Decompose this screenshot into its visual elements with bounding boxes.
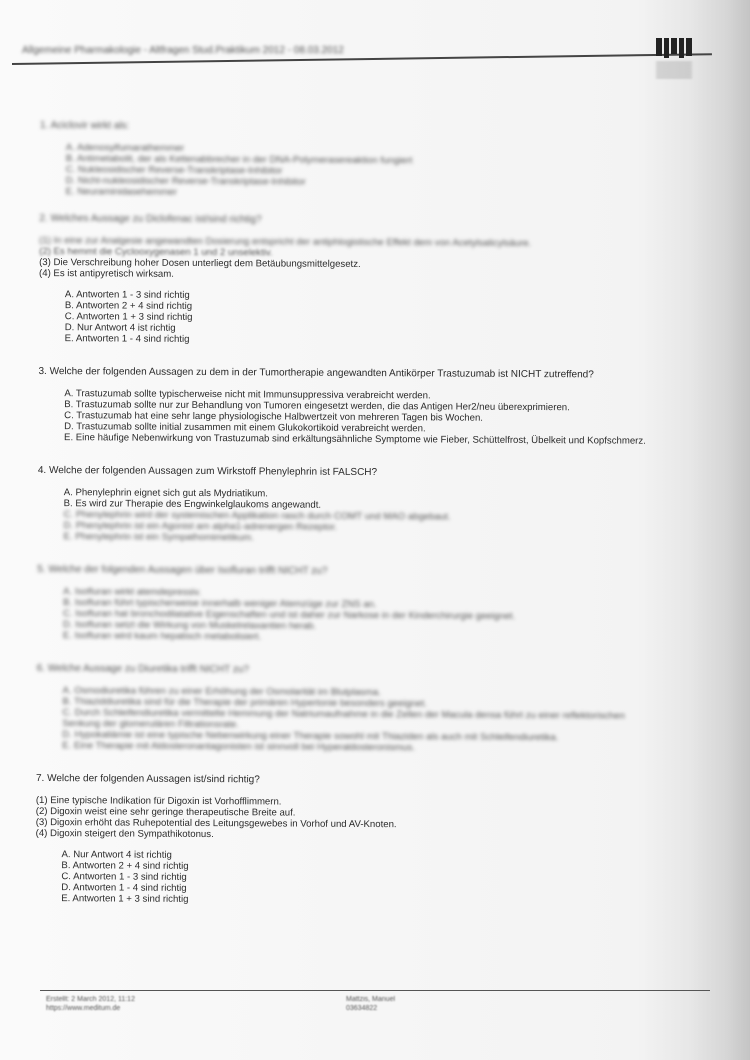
answer-option: A. Antworten 1 - 3 sind richtig (64, 289, 190, 301)
footer-left (46, 995, 135, 1013)
university-logo (656, 38, 692, 82)
question-7 (35, 773, 676, 908)
question-4 (37, 465, 677, 546)
answer-option: A. Isofluran wirkt atemdepressiv. (63, 586, 202, 598)
answer-option: C. Trastuzumab hat eine sehr lange physiologische Halbwertzeit von mehreren Tagen bis Wochen. (64, 410, 484, 424)
answer-option: D. Nur Antwort 4 ist richtig (64, 322, 176, 334)
footer-id: 03634822 (346, 1005, 378, 1012)
question-title: 3. Welche der folgenden Aussagen zu dem in der Tumortherapie angewandten Antikörper Trastuzumab ist NICHT zutreffend? (38, 365, 594, 381)
question-3 (38, 366, 678, 447)
answer-option: C. Antworten 1 + 3 sind richtig (64, 311, 193, 323)
question-title: 1. Aciclovir wirkt als: (39, 120, 130, 132)
footer-url: https://www.meditum.de (46, 1005, 121, 1012)
answer-option: A. Nur Antwort 4 ist richtig (61, 849, 172, 861)
answer-option: D. Trastuzumab sollte initial zusammen mit einem Glukokortikoid verabreicht werden. (64, 421, 426, 435)
statement: (3) Digoxin erhöht das Ruhepotential des Leitungsgewebes in Vorhof und AV-Knoten. (35, 816, 397, 831)
answer-option: B. Antworten 2 + 4 sind richtig (64, 300, 193, 312)
answer-option: B. Es wird zur Therapie des Engwinkelglaukoms angewandt. (63, 498, 322, 511)
statement: (1) Eine typische Indikation für Digoxin ist Vorhofflimmern. (35, 794, 282, 808)
question-5 (37, 564, 677, 645)
statement: (2) Es hemmt die Cyclooxygenasen 1 und 2 unselektiv. (39, 245, 273, 259)
answer-option: A. Adenosylfumarathemmer (65, 142, 185, 154)
question-title: 7. Welche der folgenden Aussagen ist/sind richtig? (35, 772, 260, 786)
question-2 (39, 213, 680, 348)
footer-rule (40, 990, 710, 991)
answer-option: D. Hypokaliämie ist eine typische Nebenwirkung einer Therapie sowohl mit Thiaziden als auch mit Schleifendiuretika. (62, 729, 559, 744)
answer-option: C. Antworten 1 - 3 sind richtig (61, 871, 187, 883)
logo-mark-icon (656, 38, 692, 58)
answer-option: D. Nicht-nukleosidischer Reverse-Transkriptase-Inhibitor (65, 175, 306, 188)
question-6 (36, 663, 677, 755)
statement: (3) Die Verschreibung hoher Dosen unterliegt dem Betäubungsmittelgesetz. (39, 256, 361, 270)
answer-option: C. Nukleosidischer Reverse-Transkriptase-Inhibitor (65, 164, 283, 177)
question-title: 6. Welche Aussage zu Diuretika trifft NICHT zu? (36, 662, 250, 676)
answer-option: D. Isofluran setzt die Wirkung von Muskelrelaxantien herab. (62, 619, 317, 632)
answer-option: D. Phenylephrin ist ein Agonist am alpha1-adrenergen Rezeptor. (63, 520, 338, 533)
question-title: 4. Welche der folgenden Aussagen zum Wirkstoff Phenylephrin ist FALSCH? (37, 464, 378, 479)
answer-option: C. Isofluran hat bronchodilatative Eigenschaften und ist daher zur Narkose in der Kinderchirurgie geeignet. (62, 608, 516, 622)
page-header-title: Allgemeine Pharmakologie - Altfragen Stud.Praktikum 2012 - 08.03.2012 (22, 45, 344, 56)
answer-option: E. Antworten 1 - 4 sind richtig (64, 333, 190, 345)
answer-option: C. Durch Schleifendiuretika vermittelte Hemmung der Natriumaufnahme in die Zellen der Macula densa führt zu einer reflektorischen Senkung der glomerulären Filtrationsrate. (62, 707, 625, 731)
question-list (35, 120, 680, 908)
question-title: 2. Welches Aussage zu Diclofenac ist/sind richtig? (39, 212, 262, 226)
answer-option: A. Trastuzumab sollte typischerweise nicht mit Immunsuppressiva verabreicht werden. (64, 388, 431, 402)
question-title: 5. Welche der folgenden Aussagen über Isofluran trifft NICHT zu? (37, 563, 328, 577)
answer-option: E. Phenylephrin ist ein Sympathomimetikum. (63, 531, 254, 544)
footer-author-block (346, 995, 395, 1013)
answer-option: B. Antimetabolit, der als Kettenabbrecher in der DNA-Polymerasereaktion fungiert (65, 153, 413, 167)
logo-caption (656, 62, 692, 78)
statement: (1) In eine zur Analgesie angewandten Dosierung entspricht der antiphlogistische Effekt dem von Acetylsalicylsäure. (39, 234, 532, 250)
footer-created: Erstellt: 2 March 2012, 11:12 (46, 996, 135, 1003)
statement: (4) Es ist antipyretisch wirksam. (39, 267, 174, 280)
answer-option: E. Eine häufige Nebenwirkung von Trastuzumab sind erkältungsähnliche Symptome wie Fieber, Schüttelfrost, Übelkeit und Kopfschmerz. (64, 432, 646, 447)
answer-option: C. Phenylephrin wird der systemischen Applikation rasch durch COMT und MAO abgebaut. (63, 509, 451, 523)
answer-option: E. Eine Therapie mit Aldosteronantagonisten ist sinnvoll bei Hyperaldosteronismus. (62, 740, 416, 754)
answer-option: A. Phenylephrin eignet sich gut als Mydriatikum. (63, 487, 268, 500)
answer-option: B. Isofluran führt typischerweise innerhalb weniger Atemzüge zur ZNS an. (63, 597, 377, 611)
answer-option: B. Antworten 2 + 4 sind richtig (61, 860, 189, 872)
statement: (4) Digoxin steigert den Sympathikotonus. (35, 827, 214, 841)
answer-option: E. Neuraminidasehemmer (65, 186, 178, 198)
page-edge-shadow (690, 0, 750, 1060)
question-1 (40, 120, 680, 201)
statement: (2) Digoxin weist eine sehr geringe therapeutische Breite auf. (35, 805, 296, 819)
answer-option: A. Osmodiuretika führen zu einer Erhöhung der Osmolarität im Blutplasma. (62, 685, 381, 699)
answer-option: B. Trastuzumab sollte nur zur Behandlung von Tumoren eingesetzt werden, die das Antigen Her2/neu überexprimieren. (64, 399, 570, 414)
answer-option: D. Antworten 1 - 4 sind richtig (61, 882, 187, 894)
answer-option: E. Isofluran wird kaum hepatisch metabolisiert. (62, 630, 262, 643)
footer-author: Mattzis, Manuel (346, 996, 396, 1003)
answer-option: B. Thiaziddiuretika sind für die Therapie der primären Hypertonie besonders geeignet. (62, 696, 427, 710)
answer-option: E. Antworten 1 + 3 sind richtig (61, 893, 189, 905)
